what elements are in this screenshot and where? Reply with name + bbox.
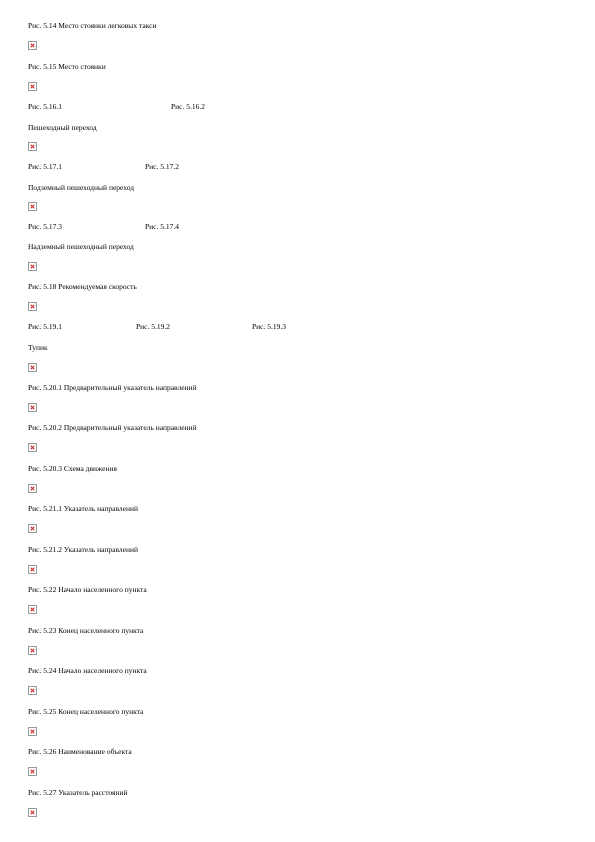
broken-image-icon	[28, 524, 37, 533]
caption-fig-5-17-3: Рис. 5.17.3	[28, 222, 63, 231]
broken-image-icon	[28, 262, 37, 271]
caption-fig-5-19-2: Рис. 5.19.2	[136, 322, 171, 331]
caption-fig-5-23: Рис. 5.23 Конец населенного пункта	[28, 626, 144, 635]
caption-fig-5-15: Рис. 5.15 Место стоянки	[28, 62, 106, 71]
caption-fig-5-20-2: Рис. 5.20.2 Предварительный указатель направлений	[28, 423, 197, 432]
caption-fig-5-27: Рис. 5.27 Указатель расстояний	[28, 788, 128, 797]
caption-fig-5-17-2: Рис. 5.17.2	[145, 162, 180, 171]
broken-image-icon	[28, 808, 37, 817]
broken-image-icon	[28, 686, 37, 695]
broken-image-icon	[28, 646, 37, 655]
caption-fig-5-26: Рис. 5.26 Наименование объекта	[28, 747, 132, 756]
caption-underground-crossing: Подземный пешеходный переход	[28, 183, 135, 192]
broken-image-icon	[28, 484, 37, 493]
caption-fig-5-25: Рис. 5.25 Конец населенного пункта	[28, 707, 144, 716]
caption-fig-5-20-3: Рис. 5.20.3 Схема движения	[28, 464, 117, 473]
broken-image-icon	[28, 302, 37, 311]
caption-fig-5-17-4: Рис. 5.17.4	[145, 222, 180, 231]
caption-fig-5-14: Рис. 5.14 Место стоянки легковых такси	[28, 21, 157, 30]
caption-fig-5-24: Рис. 5.24 Начало населенного пункта	[28, 666, 147, 675]
broken-image-icon	[28, 142, 37, 151]
caption-fig-5-19-3: Рис. 5.19.3	[252, 322, 287, 331]
caption-fig-5-21-2: Рис. 5.21.2 Указатель направлений	[28, 545, 139, 554]
broken-image-icon	[28, 605, 37, 614]
caption-fig-5-16-2: Рис. 5.16.2	[171, 102, 206, 111]
broken-image-icon	[28, 565, 37, 574]
caption-fig-5-22: Рис. 5.22 Начало населенного пункта	[28, 585, 147, 594]
caption-fig-5-17-1: Рис. 5.17.1	[28, 162, 63, 171]
broken-image-icon	[28, 363, 37, 372]
caption-pedestrian-crossing: Пешеходный переход	[28, 123, 97, 132]
broken-image-icon	[28, 443, 37, 452]
caption-fig-5-21-1: Рис. 5.21.1 Указатель направлений	[28, 504, 139, 513]
caption-dead-end: Тупик	[28, 343, 48, 352]
broken-image-icon	[28, 727, 37, 736]
caption-overhead-crossing: Надземный пешеходный переход	[28, 242, 134, 251]
broken-image-icon	[28, 82, 37, 91]
broken-image-icon	[28, 41, 37, 50]
broken-image-icon	[28, 767, 37, 776]
caption-fig-5-16-1: Рис. 5.16.1	[28, 102, 63, 111]
broken-image-icon	[28, 403, 37, 412]
caption-fig-5-18: Рис. 5.18 Рекомендуемая скорость	[28, 282, 137, 291]
caption-fig-5-20-1: Рис. 5.20.1 Предварительный указатель направлений	[28, 383, 197, 392]
broken-image-icon	[28, 202, 37, 211]
caption-fig-5-19-1: Рис. 5.19.1	[28, 322, 63, 331]
